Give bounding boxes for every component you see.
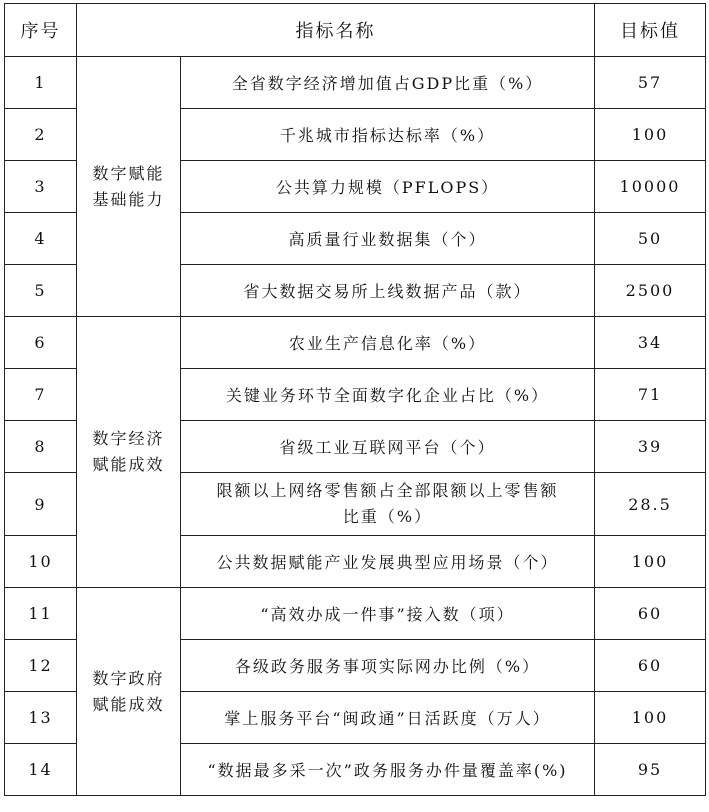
- indicator-name: 掌上服务平台“闽政通”日活跃度（万人）: [181, 692, 595, 744]
- row-index: 11: [5, 588, 77, 640]
- indicator-name: 省大数据交易所上线数据产品（款）: [181, 265, 595, 317]
- row-index: 12: [5, 640, 77, 692]
- indicator-name: 全省数字经济增加值占GDP比重（%）: [181, 57, 595, 109]
- row-index: 4: [5, 213, 77, 265]
- header-indicator: 指标名称: [77, 4, 595, 57]
- row-index: 5: [5, 265, 77, 317]
- group-label-line: 赋能成效: [92, 455, 165, 474]
- group-label: [77, 57, 181, 317]
- header-index: 序号: [5, 4, 77, 57]
- indicator-name: “数据最多采一次”政务服务办件量覆盖率(%): [181, 744, 595, 796]
- row-index: 14: [5, 744, 77, 796]
- indicator-name: 高质量行业数据集（个）: [181, 213, 595, 265]
- target-value: 39: [595, 421, 706, 473]
- indicator-name-line: 比重（%）: [342, 507, 433, 526]
- target-value: 95: [595, 744, 706, 796]
- row-index: 2: [5, 109, 77, 161]
- group-label-line: 基础能力: [92, 189, 165, 209]
- indicator-name: 公共算力规模（PFLOPS）: [181, 161, 595, 213]
- row-index: 7: [5, 369, 77, 421]
- row-index: 9: [5, 473, 77, 536]
- table-row: [5, 57, 706, 109]
- indicator-name: 省级工业互联网平台（个）: [181, 421, 595, 473]
- indicator-name-line: 限额以上网络零售额占全部限额以上零售额: [216, 481, 559, 500]
- group-label-line: 数字赋能: [92, 163, 165, 183]
- target-value: 60: [595, 640, 706, 692]
- target-value: 50: [595, 213, 706, 265]
- header-target: 目标值: [595, 4, 706, 57]
- target-value: 10000: [595, 161, 706, 213]
- table-row: [5, 317, 706, 369]
- group-label: [77, 317, 181, 588]
- group-label-line: 数字政府: [92, 668, 165, 688]
- row-index: 3: [5, 161, 77, 213]
- indicator-name: 公共数据赋能产业发展典型应用场景（个）: [181, 536, 595, 588]
- target-value: 57: [595, 57, 706, 109]
- row-index: 6: [5, 317, 77, 369]
- group-label-line: 赋能成效: [92, 694, 165, 714]
- row-index: 1: [5, 57, 77, 109]
- target-value: 28.5: [595, 473, 706, 536]
- target-value: 100: [595, 692, 706, 744]
- target-value: 71: [595, 369, 706, 421]
- target-value: 34: [595, 317, 706, 369]
- indicator-name: 千兆城市指标达标率（%）: [181, 109, 595, 161]
- table-row: [5, 588, 706, 640]
- row-index: 13: [5, 692, 77, 744]
- group-label: [77, 588, 181, 796]
- target-value: 2500: [595, 265, 706, 317]
- indicator-name: 各级政务服务事项实际网办比例（%）: [181, 640, 595, 692]
- target-value: 100: [595, 109, 706, 161]
- indicator-name: 关键业务环节全面数字化企业占比（%）: [181, 369, 595, 421]
- indicator-name: 农业生产信息化率（%）: [181, 317, 595, 369]
- target-value: 100: [595, 536, 706, 588]
- target-value: 60: [595, 588, 706, 640]
- row-index: 8: [5, 421, 77, 473]
- indicator-name: [181, 473, 595, 536]
- indicator-name: “高效办成一件事”接入数（项）: [181, 588, 595, 640]
- indicator-table: [4, 3, 706, 796]
- row-index: 10: [5, 536, 77, 588]
- group-label-line: 数字经济: [92, 429, 165, 448]
- header-row: [5, 4, 706, 57]
